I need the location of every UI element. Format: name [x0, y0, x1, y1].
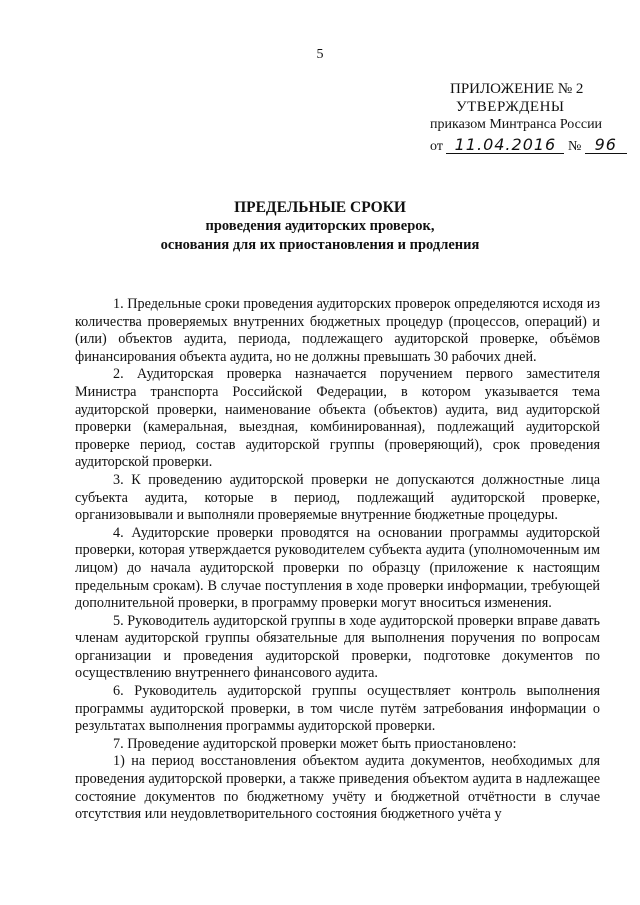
- document-body: [75, 296, 600, 824]
- paragraph: 6. Руководитель аудиторской группы осуществляет контроль выполнения программы аудиторской проверки, в том числе путём затребования информации о результатах выполнения программы аудиторской проверки.: [75, 683, 600, 735]
- from-label: от: [430, 139, 443, 154]
- handwritten-date: 11.04.2016: [446, 136, 564, 154]
- title-subtitle-2: основания для их приостановления и продления: [160, 237, 480, 253]
- document-title: [0, 198, 640, 255]
- paragraph: 5. Руководитель аудиторской группы в ходе аудиторской проверки вправе давать членам аудиторской группы обязательные для выполнения поручения по вопросам организации и проведения аудиторской проверки, подготовке документов по осуществлению внутреннего финансового аудита.: [75, 612, 600, 682]
- paragraph: 3. К проведению аудиторской проверки не допускаются должностные лица субъекта аудита, которые в период, подлежащий аудиторской проверке, организовывали и выполняли проверяемые внутренние бюджетные процедуры.: [75, 471, 600, 524]
- order-label: приказом Минтранса России: [430, 117, 603, 132]
- order-date-number-line: [430, 135, 617, 156]
- paragraph: 4. Аудиторские проверки проводятся на основании программы аудиторской проверки, которая утверждается руководителем субъекта аудита (уполномоченным им лицом) до начала аудиторской проверки по образцу (приложение к настоящим предельным срокам). В случае поступления в ходе проверки информации, требующей дополнительной проверки, в программу проверки могут вноситься изменения.: [75, 524, 600, 612]
- number-label: №: [567, 139, 582, 154]
- title-main: ПРЕДЕЛЬНЫЕ СРОКИ: [234, 199, 406, 216]
- paragraph: 1. Предельные сроки проведения аудиторских проверок определяются исходя из количества проверяемых внутренних бюджетных процедур (процессов, операций) и (или) объектов аудита, периода, подлежащего аудиторской проверке, объёмов финансирования объекта аудита, но не должны превышать 30 рабочих дней.: [75, 296, 600, 365]
- title-subtitle-1: проведения аудиторских проверок,: [205, 218, 435, 234]
- approval-stamp-block: [430, 80, 617, 156]
- paragraph: 1) на период восстановления объектом аудита документов, необходимых для проведения аудиторской проверки, а также приведения объектом аудита в надлежащее состояние документов по бюджетному учёту и бюджетной отчётности в случае отсутствия или неудовлетворительного состояния бюджетного учёта у: [75, 753, 600, 823]
- page-number: 5: [316, 47, 324, 62]
- appendix-label: ПРИЛОЖЕНИЕ № 2: [450, 81, 584, 97]
- handwritten-number: 96: [585, 136, 627, 154]
- paragraph: 2. Аудиторская проверка назначается поручением первого заместителя Министра транспорта Российской Федерации, в котором указывается тема аудиторской проверки, наименование объекта (объектов) аудита, вид аудиторской проверки (камеральная, выездная, комбинированная), подлежащий аудиторской проверке период, состав аудиторской группы (проверяющий), срок проведения аудиторской проверки.: [75, 366, 600, 471]
- paragraph: 7. Проведение аудиторской проверки может быть приостановлено:: [113, 735, 517, 752]
- approved-label: УТВЕРЖДЕНЫ: [456, 99, 565, 115]
